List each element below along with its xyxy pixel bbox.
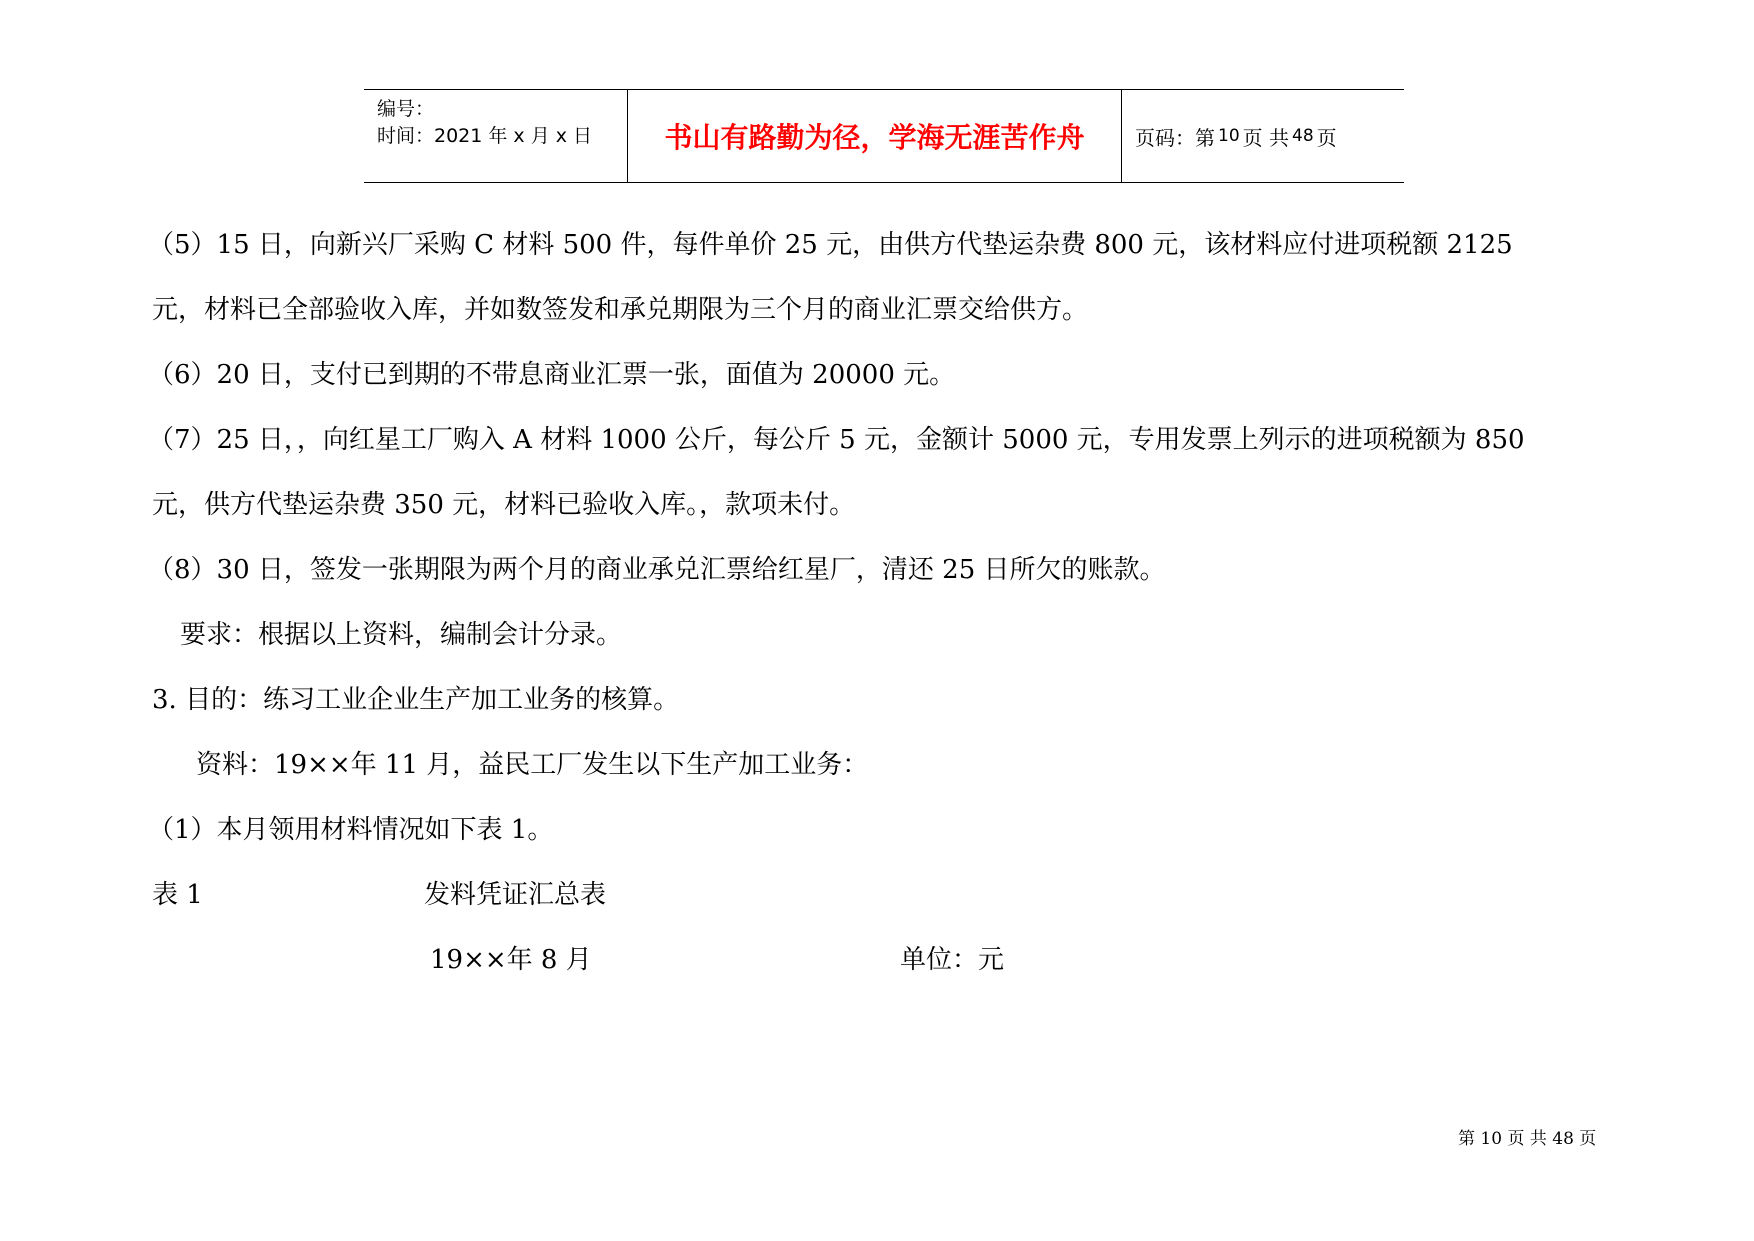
- table-unit: 单位：元: [900, 945, 1005, 975]
- header-page-mid: 页 共: [1242, 125, 1289, 150]
- requirement-text: 要求：根据以上资料，编制会计分录。: [180, 620, 623, 650]
- paragraph-7-line-1: （7）25 日，，向红星工厂购入 A 材料 1000 公斤，每公斤 5 元，金额计 5000 元，专用发票上列示的进项税额为 850: [148, 425, 1525, 455]
- paragraph-5-line-1: （5）15 日，向新兴厂采购 C 材料 500 件，每件单价 25 元，由供方代垫运杂费 800 元，该材料应付进项税额 2125: [148, 230, 1513, 260]
- document-header: [364, 89, 1404, 183]
- header-meta-cell: [364, 90, 628, 182]
- header-page-current: 10: [1218, 126, 1240, 146]
- paragraph-5-line-2: 元，材料已全部验收入库，并如数签发和承兑期限为三个月的商业汇票交给供方。: [152, 295, 1089, 325]
- header-page-info: [1122, 90, 1404, 182]
- table-title: 发料凭证汇总表: [424, 880, 607, 910]
- section-3-heading: 3. 目的：练习工业企业生产加工业务的核算。: [152, 685, 680, 715]
- header-motto: 书山有路勤为径，学海无涯苦作舟: [628, 90, 1122, 182]
- header-page-total: 48: [1292, 126, 1314, 146]
- table-label: 表 1: [152, 880, 203, 910]
- header-time-label: 时间：2021 年 x 月 x 日: [377, 125, 593, 147]
- header-number-label: 编号：: [377, 98, 435, 120]
- item-1-text: （1）本月领用材料情况如下表 1。: [148, 815, 554, 845]
- material-text: 资料：19××年 11 月，益民工厂发生以下生产加工业务：: [196, 750, 869, 780]
- paragraph-7-line-2: 元，供方代垫运杂费 350 元，材料已验收入库。，款项未付。: [152, 490, 856, 520]
- paragraph-8: （8）30 日，签发一张期限为两个月的商业承兑汇票给红星厂，清还 25 日所欠的账款。: [148, 555, 1166, 585]
- header-page-prefix: 页码：第: [1135, 125, 1215, 150]
- table-date: 19××年 8 月: [430, 945, 592, 975]
- paragraph-6: （6）20 日，支付已到期的不带息商业汇票一张，面值为 20000 元。: [148, 360, 956, 390]
- page-footer: 第 10 页 共 48 页: [1458, 1129, 1597, 1149]
- header-page-suffix: 页: [1316, 125, 1337, 150]
